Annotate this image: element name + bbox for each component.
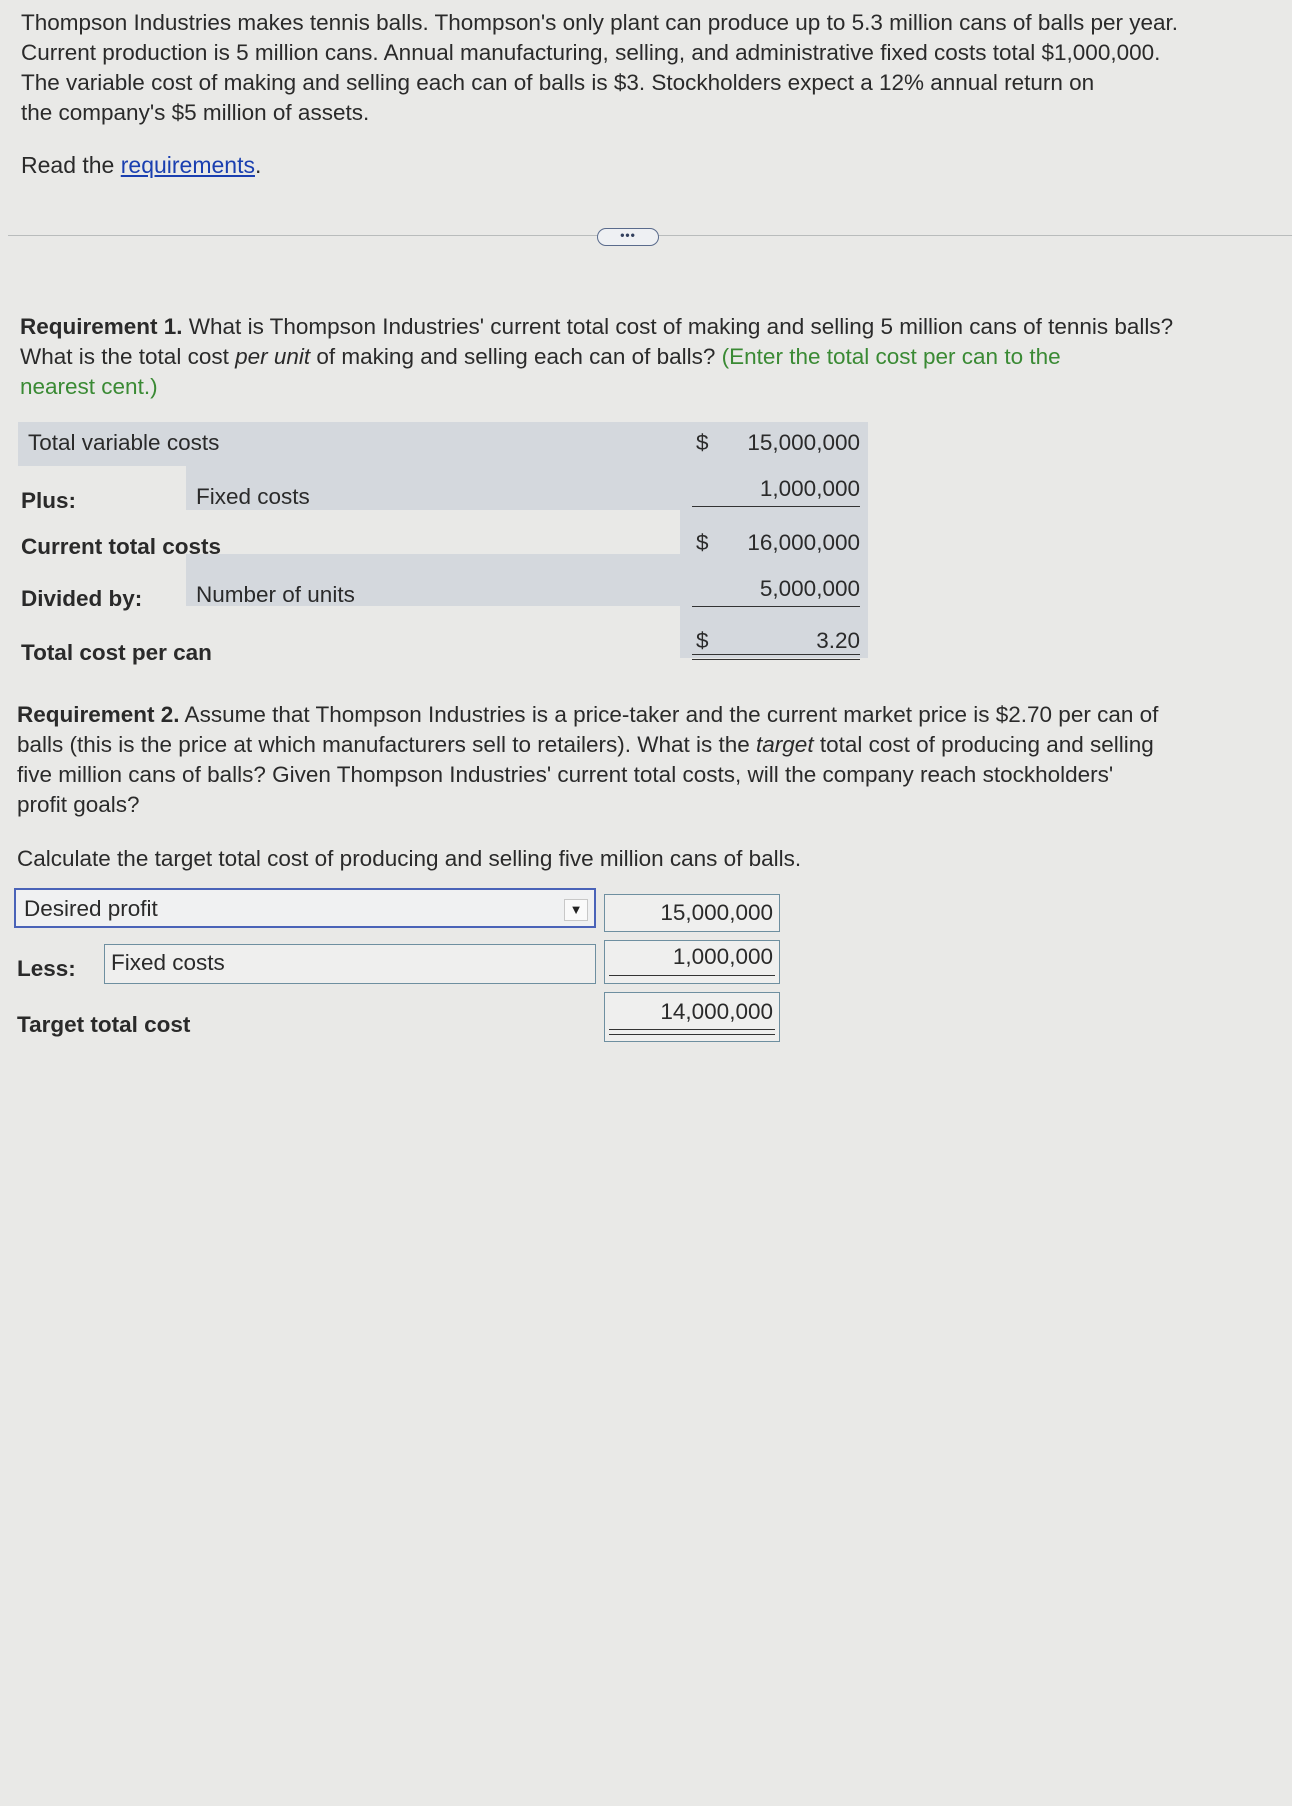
fixed-costs-value[interactable]: 1,000,000 xyxy=(759,476,860,501)
requirement-2-text xyxy=(17,700,1277,820)
subtotal-underline xyxy=(692,506,860,507)
req2-question: five million cans of balls? Given Thompson Industries' current total costs, will the company reach stockholders' xyxy=(17,762,1114,787)
dropdown-selected: Desired profit xyxy=(24,896,158,921)
fixed-costs-label: Fixed costs xyxy=(196,484,310,509)
intro-line: Thompson Industries makes tennis balls. Thompson's only plant can produce up to 5.3 million cans of balls per year. xyxy=(21,10,1179,35)
desired-profit-dropdown[interactable] xyxy=(14,888,596,928)
expand-more-button[interactable]: ••• xyxy=(597,228,659,246)
read-requirements xyxy=(21,152,261,179)
req2-emphasis: target xyxy=(756,732,814,757)
requirement-1-text xyxy=(20,312,1280,402)
problem-intro xyxy=(21,8,1281,128)
total-cost-per-can-label: Total cost per can xyxy=(21,640,212,665)
subtotal-underline xyxy=(609,975,775,976)
req1-question: of making and selling each can of balls? xyxy=(310,344,722,369)
req1-emphasis: per unit xyxy=(235,344,311,369)
desired-profit-input[interactable] xyxy=(604,894,780,932)
target-total-cost-input[interactable] xyxy=(604,992,780,1042)
requirement-2-label: Requirement 2. xyxy=(17,702,180,727)
desired-profit-value: 15,000,000 xyxy=(660,900,773,925)
req1-question: What is Thompson Industries' current total cost of making and selling 5 million cans of tennis balls? xyxy=(182,314,1174,339)
intro-line: the company's $5 million of assets. xyxy=(21,100,370,125)
intro-line: The variable cost of making and selling each can of balls is $3. Stockholders expect a 12% annual return on xyxy=(21,70,1095,95)
current-total-costs-label: Current total costs xyxy=(21,534,222,559)
req1-hint: nearest cent.) xyxy=(20,374,158,399)
req2-question: total cost of producing and selling xyxy=(813,732,1154,757)
currency-symbol: $ xyxy=(696,430,709,455)
total-cost-per-can-value[interactable]: 3.20 xyxy=(816,628,860,653)
req2-question: profit goals? xyxy=(17,792,140,817)
number-of-units-label: Number of units xyxy=(196,582,355,607)
req1-hint: (Enter the total cost per can to the xyxy=(721,344,1061,369)
divided-by-label: Divided by: xyxy=(21,586,143,611)
req2-question: Assume that Thompson Industries is a price-taker and the current market price is $2.70 per can of xyxy=(179,702,1159,727)
number-of-units-value[interactable]: 5,000,000 xyxy=(759,576,860,601)
less-item-input[interactable] xyxy=(104,944,596,984)
requirement-2-table xyxy=(14,888,804,1048)
currency-symbol: $ xyxy=(696,628,709,653)
plus-label: Plus: xyxy=(21,488,77,513)
total-variable-costs-label: Total variable costs xyxy=(28,430,220,455)
subtotal-underline xyxy=(692,606,860,607)
total-double-underline xyxy=(692,654,860,660)
current-total-costs-value[interactable]: 16,000,000 xyxy=(747,530,860,555)
fixed-costs-amount: 1,000,000 xyxy=(672,944,773,969)
target-total-cost-label: Target total cost xyxy=(17,1012,191,1037)
target-total-cost-value: 14,000,000 xyxy=(660,999,773,1024)
currency-symbol: $ xyxy=(696,530,709,555)
less-label: Less: xyxy=(17,956,76,981)
read-prefix: Read the xyxy=(21,152,121,178)
less-item-text: Fixed costs xyxy=(111,950,225,975)
fixed-costs-input[interactable] xyxy=(604,940,780,984)
requirements-link[interactable]: requirements xyxy=(120,152,255,178)
req1-question: What is the total cost xyxy=(20,344,236,369)
chevron-down-icon[interactable]: ▼ xyxy=(564,899,588,921)
read-suffix: . xyxy=(254,152,262,178)
req2-instruction: Calculate the target total cost of producing and selling five million cans of balls. xyxy=(17,846,802,871)
total-double-underline xyxy=(609,1029,775,1035)
requirement-1-table xyxy=(18,422,868,674)
req2-question: balls (this is the price at which manufacturers sell to retailers). What is the xyxy=(17,732,757,757)
intro-line: Current production is 5 million cans. Annual manufacturing, selling, and administrative fixed costs total $1,000,000. xyxy=(21,40,1161,65)
total-variable-costs-value[interactable]: 15,000,000 xyxy=(747,430,860,455)
requirement-1-label: Requirement 1. xyxy=(20,314,183,339)
